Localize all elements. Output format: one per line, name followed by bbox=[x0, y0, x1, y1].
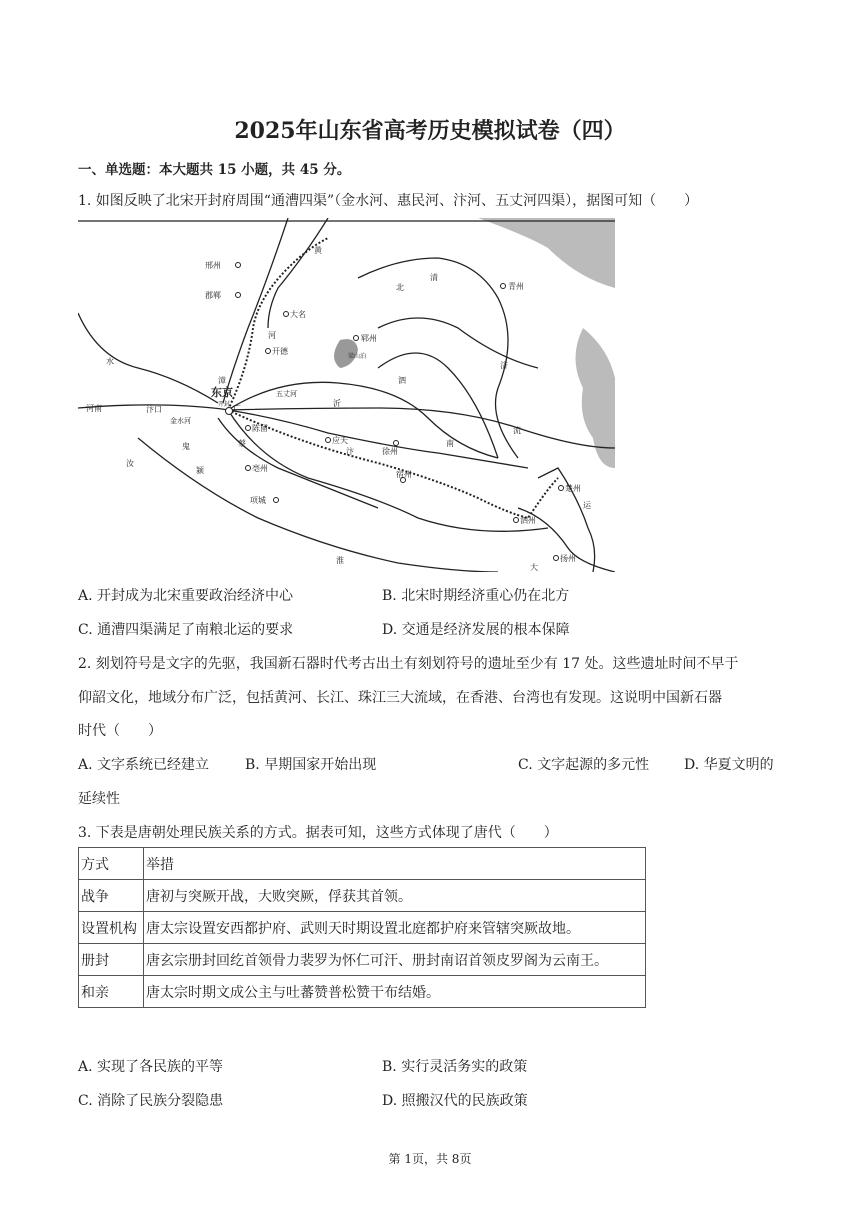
map-label: 漳 bbox=[218, 376, 226, 385]
map-label: 汴 bbox=[346, 447, 354, 456]
table-cell: 册封 bbox=[79, 944, 144, 976]
map-label: 郓州 bbox=[361, 334, 377, 343]
map-label: 流 bbox=[513, 426, 521, 435]
table-header: 方式 bbox=[79, 848, 144, 880]
map-label: 运 bbox=[583, 501, 591, 510]
map-label: 宿州 bbox=[396, 470, 412, 479]
map-label: 泗州 bbox=[520, 516, 536, 525]
q3-option-d[interactable]: D. 照搬汉代的民族政策 bbox=[382, 1093, 528, 1109]
q1-option-d[interactable]: D. 交通是经济发展的根本保障 bbox=[382, 622, 570, 638]
q1-option-c[interactable]: C. 通漕四渠满足了南粮北运的要求 bbox=[78, 622, 294, 638]
map-label: 陈留 bbox=[252, 424, 268, 433]
q2-option-d[interactable]: D. 华夏文明的 bbox=[684, 757, 774, 773]
map-label: 徐州 bbox=[382, 447, 398, 456]
table-header: 举措 bbox=[144, 848, 646, 880]
map-label: 大名 bbox=[290, 310, 306, 319]
map-label: 梁山泊 bbox=[348, 353, 367, 360]
table-cell: 唐太宗时期文成公主与吐蕃赞普松赞干布结婚。 bbox=[144, 976, 646, 1008]
map-label: 蔡 bbox=[238, 439, 246, 448]
map-label: 汝 bbox=[126, 459, 134, 468]
q3-option-c[interactable]: C. 消除了民族分裂隐患 bbox=[78, 1093, 224, 1109]
table-row bbox=[79, 944, 646, 976]
q3-stem: 3. 下表是唐朝处理民族关系的方式。据表可知，这些方式体现了唐代（ ） bbox=[78, 825, 558, 841]
map-label: 济 bbox=[500, 361, 508, 370]
map-label: 淮 bbox=[336, 556, 344, 565]
table-cell: 唐太宗设置安西都护府、武则天时期设置北庭都护府来管辖突厥故地。 bbox=[144, 912, 646, 944]
table-cell: 和亲 bbox=[79, 976, 144, 1008]
map-label: 青州 bbox=[508, 282, 524, 291]
q2-option-a[interactable]: A. 文字系统已经建立 bbox=[78, 757, 210, 773]
q3-option-a[interactable]: A. 实现了各民族的平等 bbox=[78, 1059, 224, 1075]
map-label: 沂 bbox=[333, 399, 341, 408]
map-label: 汴口 bbox=[146, 405, 162, 414]
q2-option-c[interactable]: C. 文字起源的多元性 bbox=[518, 757, 650, 773]
q1-option-b[interactable]: B. 北宋时期经济重心仍在北方 bbox=[382, 588, 570, 604]
map-label: 邢州 bbox=[205, 261, 221, 270]
q2-option-b[interactable]: B. 早期国家开始出现 bbox=[245, 757, 377, 773]
map-label: 大 bbox=[530, 563, 538, 572]
map-label: 南 bbox=[446, 439, 454, 448]
map-label: 开封 bbox=[218, 401, 231, 408]
map-label: 北 bbox=[396, 283, 404, 292]
map-label: 河南 bbox=[86, 404, 102, 413]
map-label: 黄 bbox=[314, 246, 322, 255]
canal-map bbox=[78, 218, 615, 572]
map-label: 金水河 bbox=[170, 417, 191, 425]
map-label: 广 bbox=[233, 404, 241, 413]
q2-option-d-cont: 延续性 bbox=[78, 791, 120, 807]
table-cell: 唐玄宗册封回纥首领骨力裴罗为怀仁可汗、册封南诏首领皮罗阁为云南王。 bbox=[144, 944, 646, 976]
q1-option-a[interactable]: A. 开封成为北宋重要政治经济中心 bbox=[78, 588, 294, 604]
q2-stem-line3: 时代（ ） bbox=[78, 723, 162, 739]
page-footer: 第 1页，共 8页 bbox=[388, 1152, 472, 1166]
map-label: 泗 bbox=[398, 376, 406, 385]
map-label: 扬州 bbox=[560, 554, 576, 563]
map-label: 颍 bbox=[196, 466, 204, 475]
map-label: 项城 bbox=[250, 496, 266, 505]
q1-stem: 1. 如图反映了北宋开封府周围“通漕四渠”（金水河、惠民河、汴河、五丈河四渠），据图可知（ ） bbox=[78, 193, 699, 209]
map-label: 郡郸 bbox=[205, 291, 221, 300]
map-label: 亳州 bbox=[252, 464, 268, 473]
page-title: 2025年山东省高考历史模拟试卷（四） bbox=[234, 118, 626, 144]
map-label: 鬼 bbox=[182, 442, 190, 451]
map-label: 楚州 bbox=[565, 484, 581, 493]
map-label: 开德 bbox=[272, 347, 288, 356]
map-label: 东京 bbox=[211, 386, 233, 399]
table-header-row bbox=[79, 848, 646, 880]
table-cell: 设置机构 bbox=[79, 912, 144, 944]
q3-option-b[interactable]: B. 实行灵活务实的政策 bbox=[382, 1059, 528, 1075]
map-label: 河 bbox=[268, 331, 276, 340]
map-label: 水 bbox=[106, 357, 114, 366]
map-label: 清 bbox=[430, 273, 438, 282]
table-cell: 战争 bbox=[79, 880, 144, 912]
table-row bbox=[79, 976, 646, 1008]
table-row bbox=[79, 912, 646, 944]
section-heading: 一、单选题：本大题共 15 小题，共 45 分。 bbox=[78, 162, 351, 178]
table-cell: 唐初与突厥开战，大败突厥，俘获其首领。 bbox=[144, 880, 646, 912]
q2-stem-line2: 仰韶文化，地域分布广泛，包括黄河、长江、珠江三大流域，在香港、台湾也有发现。这说明中国新石器 bbox=[78, 690, 722, 706]
table-row bbox=[79, 880, 646, 912]
map-label: 五丈河 bbox=[276, 390, 297, 398]
q2-stem-line1: 2. 刻划符号是文字的先驱，我国新石器时代考古出土有刻划符号的遗址至少有 17 处。这些遗址时间不早于 bbox=[78, 656, 739, 672]
map-label: 应天 bbox=[332, 436, 348, 445]
policy-table bbox=[78, 847, 646, 1008]
